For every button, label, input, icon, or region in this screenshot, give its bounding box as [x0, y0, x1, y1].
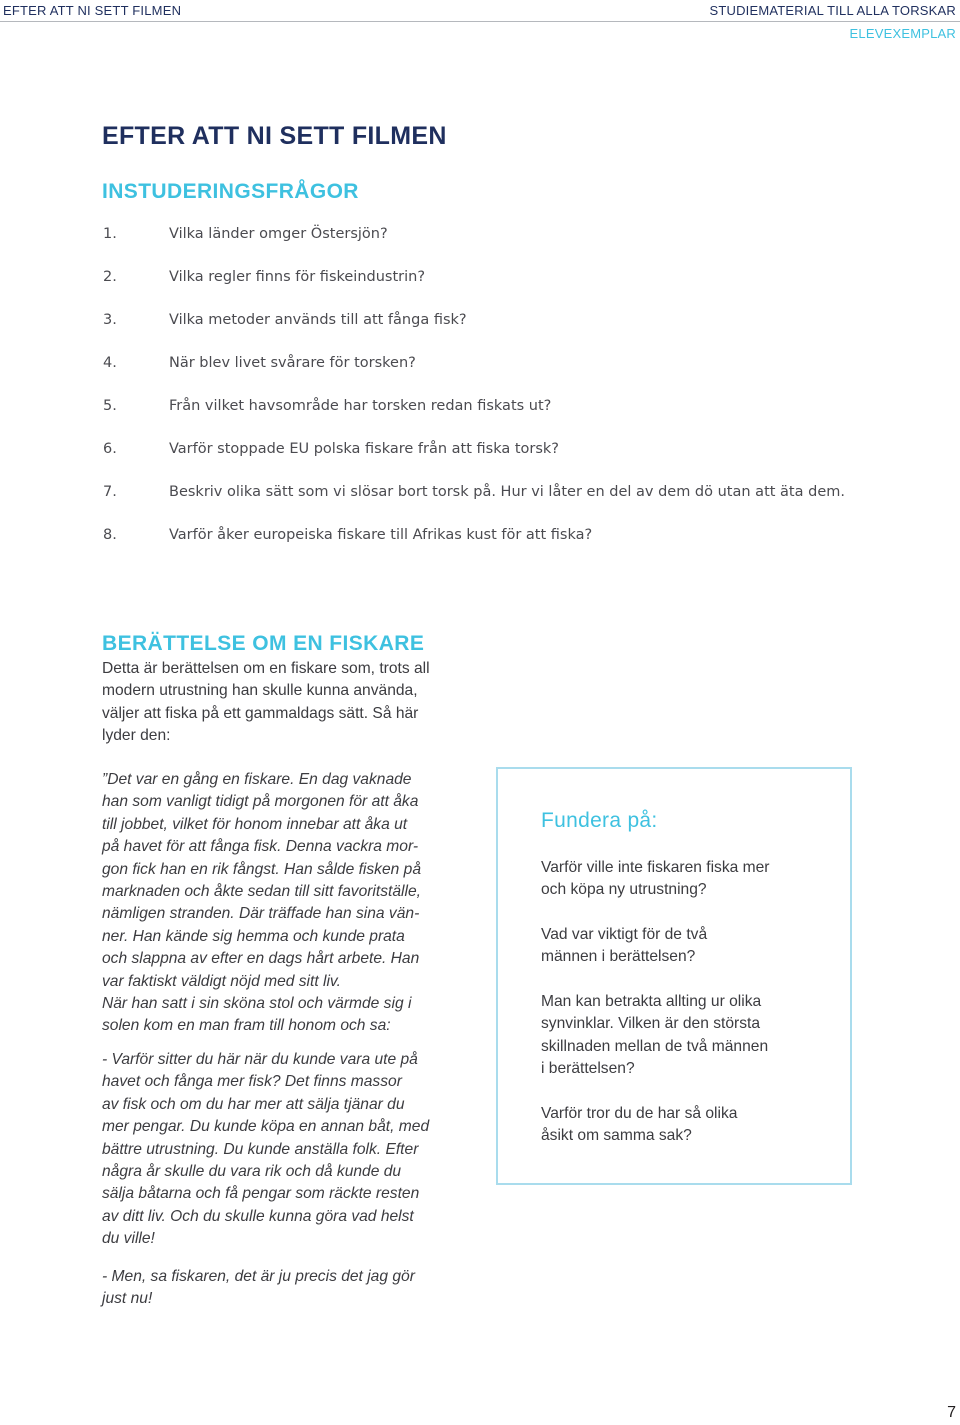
header-divider [0, 21, 960, 22]
running-header-title: STUDIEMATERIAL TILL ALLA TORSKAR [709, 3, 956, 18]
question-number: 2. [103, 269, 117, 285]
question-text: Varför stoppade EU polska fiskare från att fiska torsk? [169, 441, 559, 457]
question-item [103, 269, 845, 312]
think-about-question: Varför ville inte fiskaren fiska mer och köpa ny utrustning? [541, 859, 770, 899]
page-title: EFTER ATT NI SETT FILMEN [102, 122, 447, 150]
question-item [103, 312, 845, 355]
question-item [103, 226, 845, 269]
question-text: Vilka metoder används till att fånga fisk? [169, 312, 467, 328]
study-questions-list [103, 226, 845, 570]
think-about-question: Varför tror du de har så olika åsikt om samma sak? [541, 1105, 738, 1145]
question-item [103, 484, 845, 527]
question-text: Från vilket havsområde har torsken redan fiskats ut? [169, 398, 552, 414]
study-questions-title: INSTUDERINGSFRÅGOR [102, 180, 359, 203]
question-text: När blev livet svårare för torsken? [169, 355, 416, 371]
question-number: 8. [103, 527, 117, 543]
question-number: 1. [103, 226, 117, 242]
story-body [102, 769, 462, 1310]
running-header-right [709, 3, 956, 41]
story-paragraph-3: - Men, sa fiskaren, det är ju precis det jag gör just nu! [102, 1267, 415, 1307]
think-about-question: Vad var viktigt för de två männen i berättelsen? [541, 926, 708, 966]
running-header-left: EFTER ATT NI SETT FILMEN [3, 3, 182, 18]
think-about-box [496, 767, 852, 1185]
question-number: 6. [103, 441, 117, 457]
question-item [103, 527, 845, 570]
story-title: BERÄTTELSE OM EN FISKARE [102, 632, 425, 655]
think-about-title: Fundera på: [541, 809, 658, 832]
question-text: Vilka regler finns för fiskeindustrin? [169, 269, 426, 285]
question-item [103, 441, 845, 484]
question-number: 3. [103, 312, 117, 328]
question-item [103, 355, 845, 398]
question-text: Beskriv olika sätt som vi slösar bort torsk på. Hur vi låter en del av dem dö utan att äta dem. [169, 484, 845, 500]
story-intro: Detta är berättelsen om en fiskare som, trots all modern utrustning han skulle kunna använda, väljer att fiska på ett gammaldags sätt. Så här lyder den: [102, 660, 430, 745]
running-header-subtitle: ELEVEXEMPLAR [849, 26, 956, 41]
question-text: Varför åker europeiska fiskare till Afrikas kust för att fiska? [169, 527, 593, 543]
story-paragraph-1: ”Det var en gång en fiskare. En dag vaknade han som vanligt tidigt på morgonen för att åka till jobbet, vilket för honom innebar att åka ut på havet för att fånga fisk. Denna vackra mor- gon fick han en rik fångst. Han sålde fisken på marknaden och åkte sedan till sitt favoritställe, nämligen stranden. Där träffade han sina vän- ner. Han kände sig hemma och kunde prata och slappna av efter en dags hårt arbete. Han var faktiskt väldigt nöjd med sitt liv. När han satt i sin sköna stol och värmde sig i solen kom en man fram till honom och sa: [102, 771, 421, 1035]
question-number: 5. [103, 398, 117, 414]
question-number: 7. [103, 484, 117, 500]
question-item [103, 398, 845, 441]
story-paragraph-2: - Varför sitter du här när du kunde vara ute på havet och fånga mer fisk? Det finns massor av fisk och om du har mer att sälja tjänar du mer pengar. Du kunde köpa en annan båt, med bättre utrustning. Du kunde anställa folk. Efter några år skulle du vara rik och då kunde du sälja båtarna och få pengar som räckte resten av ditt liv. Och du skulle kunna göra vad helst du ville! [102, 1050, 430, 1248]
question-text: Vilka länder omger Östersjön? [169, 226, 388, 242]
page-number: 7 [947, 1404, 956, 1421]
question-number: 4. [103, 355, 117, 371]
think-about-question: Man kan betrakta allting ur olika synvinklar. Vilken är den största skillnaden mellan de två männen i berättelsen? [541, 993, 769, 1078]
